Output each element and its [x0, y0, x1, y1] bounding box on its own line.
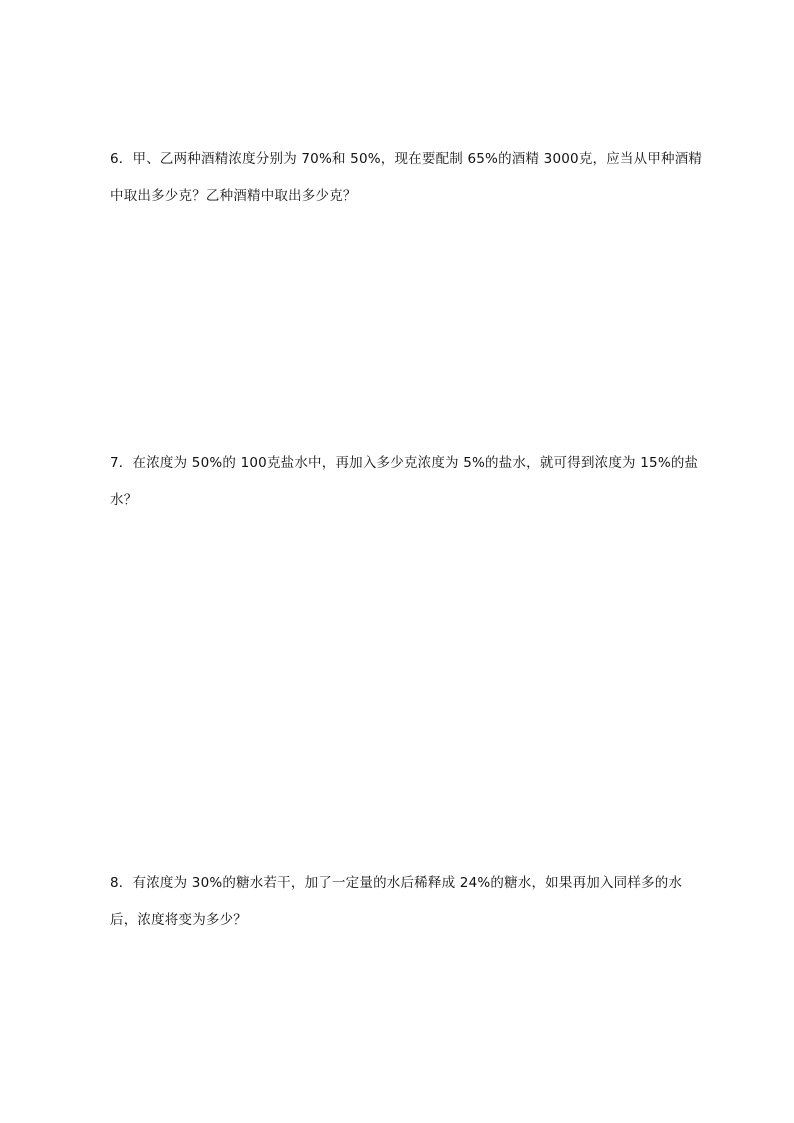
question-6-line-2: 中取出多少克？乙种酒精中取出多少克？ — [110, 188, 357, 204]
question-7-line-1: 7．在浓度为 50%的 100克盐水中，再加入多少克浓度为 5%的盐水，就可得到浓度为 15%的盐 — [110, 455, 699, 471]
question-7-line-2: 水？ — [110, 492, 138, 508]
question-8 — [110, 865, 710, 939]
question-8-line-2: 后，浓度将变为多少？ — [110, 912, 247, 928]
question-6-line-1: 6．甲、乙两种酒精浓度分别为 70%和 50%，现在要配制 65%的酒精 3000克，应当从甲种酒精 — [110, 151, 703, 167]
question-8-line-1: 8．有浓度为 30%的糖水若干，加了一定量的水后稀释成 24%的糖水，如果再加入同样多的水 — [110, 875, 683, 891]
question-6 — [110, 141, 710, 215]
question-7 — [110, 445, 710, 519]
